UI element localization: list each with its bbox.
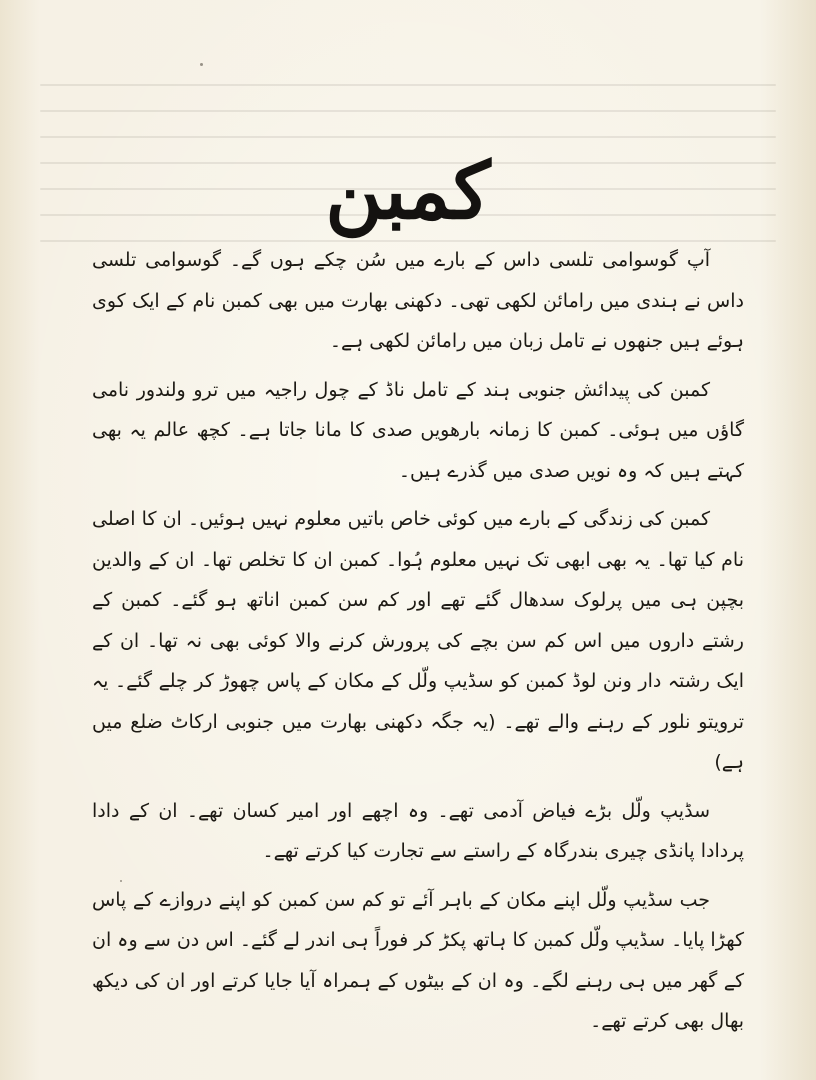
chapter-body bbox=[92, 240, 744, 1050]
paragraph-4: سڈیپ ولّل بڑے فیاض آدمی تھے۔ وہ اچھے اور امیر کسان تھے۔ ان کے دادا پردادا پانڈی چیری بندرگاہ کے راستے سے تجارت کیا کرتے تھے۔ bbox=[92, 799, 744, 862]
paragraph-3: کمبن کی زندگی کے بارے میں کوئی خاص باتیں معلوم نہیں ہوئیں۔ ان کا اصلی نام کیا تھا۔ یہ بھی ابھی تک نہیں معلوم ہُوا۔ کمبن ان کا تخلص تھا۔ ان کے والدین بچپن ہی میں پرلوک سدھال گئے تھے اور کم سن کمبن اناتھ ہو گئے۔ کمبن کے رشتے داروں میں اس کم سن بچے کی پرورش کرنے والا کوئی بھی نہ تھا۔ ان کے ایک رشتہ دار ونن لوڈ کمبن کو سڈیپ ولّل کے مکان کے پاس چھوڑ کر چلے گئے۔ یہ ترویتو نلور کے رہنے والے تھے۔ (یہ جگہ دکھنی بھارت میں جنوبی ارکاٹ ضلع میں ہے) bbox=[92, 508, 744, 773]
paragraph-1: آپ گوسوامی تلسی داس کے بارے میں سُن چکے ہوں گے۔ گوسوامی تلسی داس نے ہندی میں رامائن لکھی تھی۔ دکھنی بھارت میں بھی کمبن نام کے ایک کوی ہوئے ہیں جنھوں نے تامل زبان میں رامائن لکھی ہے۔ bbox=[92, 249, 744, 352]
chapter-title: کمبن bbox=[325, 146, 491, 238]
ink-speck bbox=[200, 63, 203, 66]
paragraph-5: جب سڈیپ ولّل اپنے مکان کے باہر آئے تو کم سن کمبن کو اپنے دروازے کے پاس کھڑا پایا۔ سڈیپ ولّل کمبن کا ہاتھ پکڑ کر فوراً ہی اندر لے گئے۔ اس دن سے وہ ان کے گھر میں ہی رہنے لگے۔ وہ ان کے بیٹوں کے ہمراہ آیا جایا کرتے اور ان کی دیکھ بھال بھی کرتے تھے۔ bbox=[92, 888, 744, 1032]
paragraph-2: کمبن کی پیدائش جنوبی ہند کے تامل ناڈ کے چول راجیہ میں ترو ولندور نامی گاؤں میں ہوئی۔ کمبن کا زمانہ بارھویں صدی کا مانا جاتا ہے۔ کچھ عالم یہ بھی کہتے ہیں کہ وہ نویں صدی میں گذرے ہیں۔ bbox=[92, 378, 744, 482]
